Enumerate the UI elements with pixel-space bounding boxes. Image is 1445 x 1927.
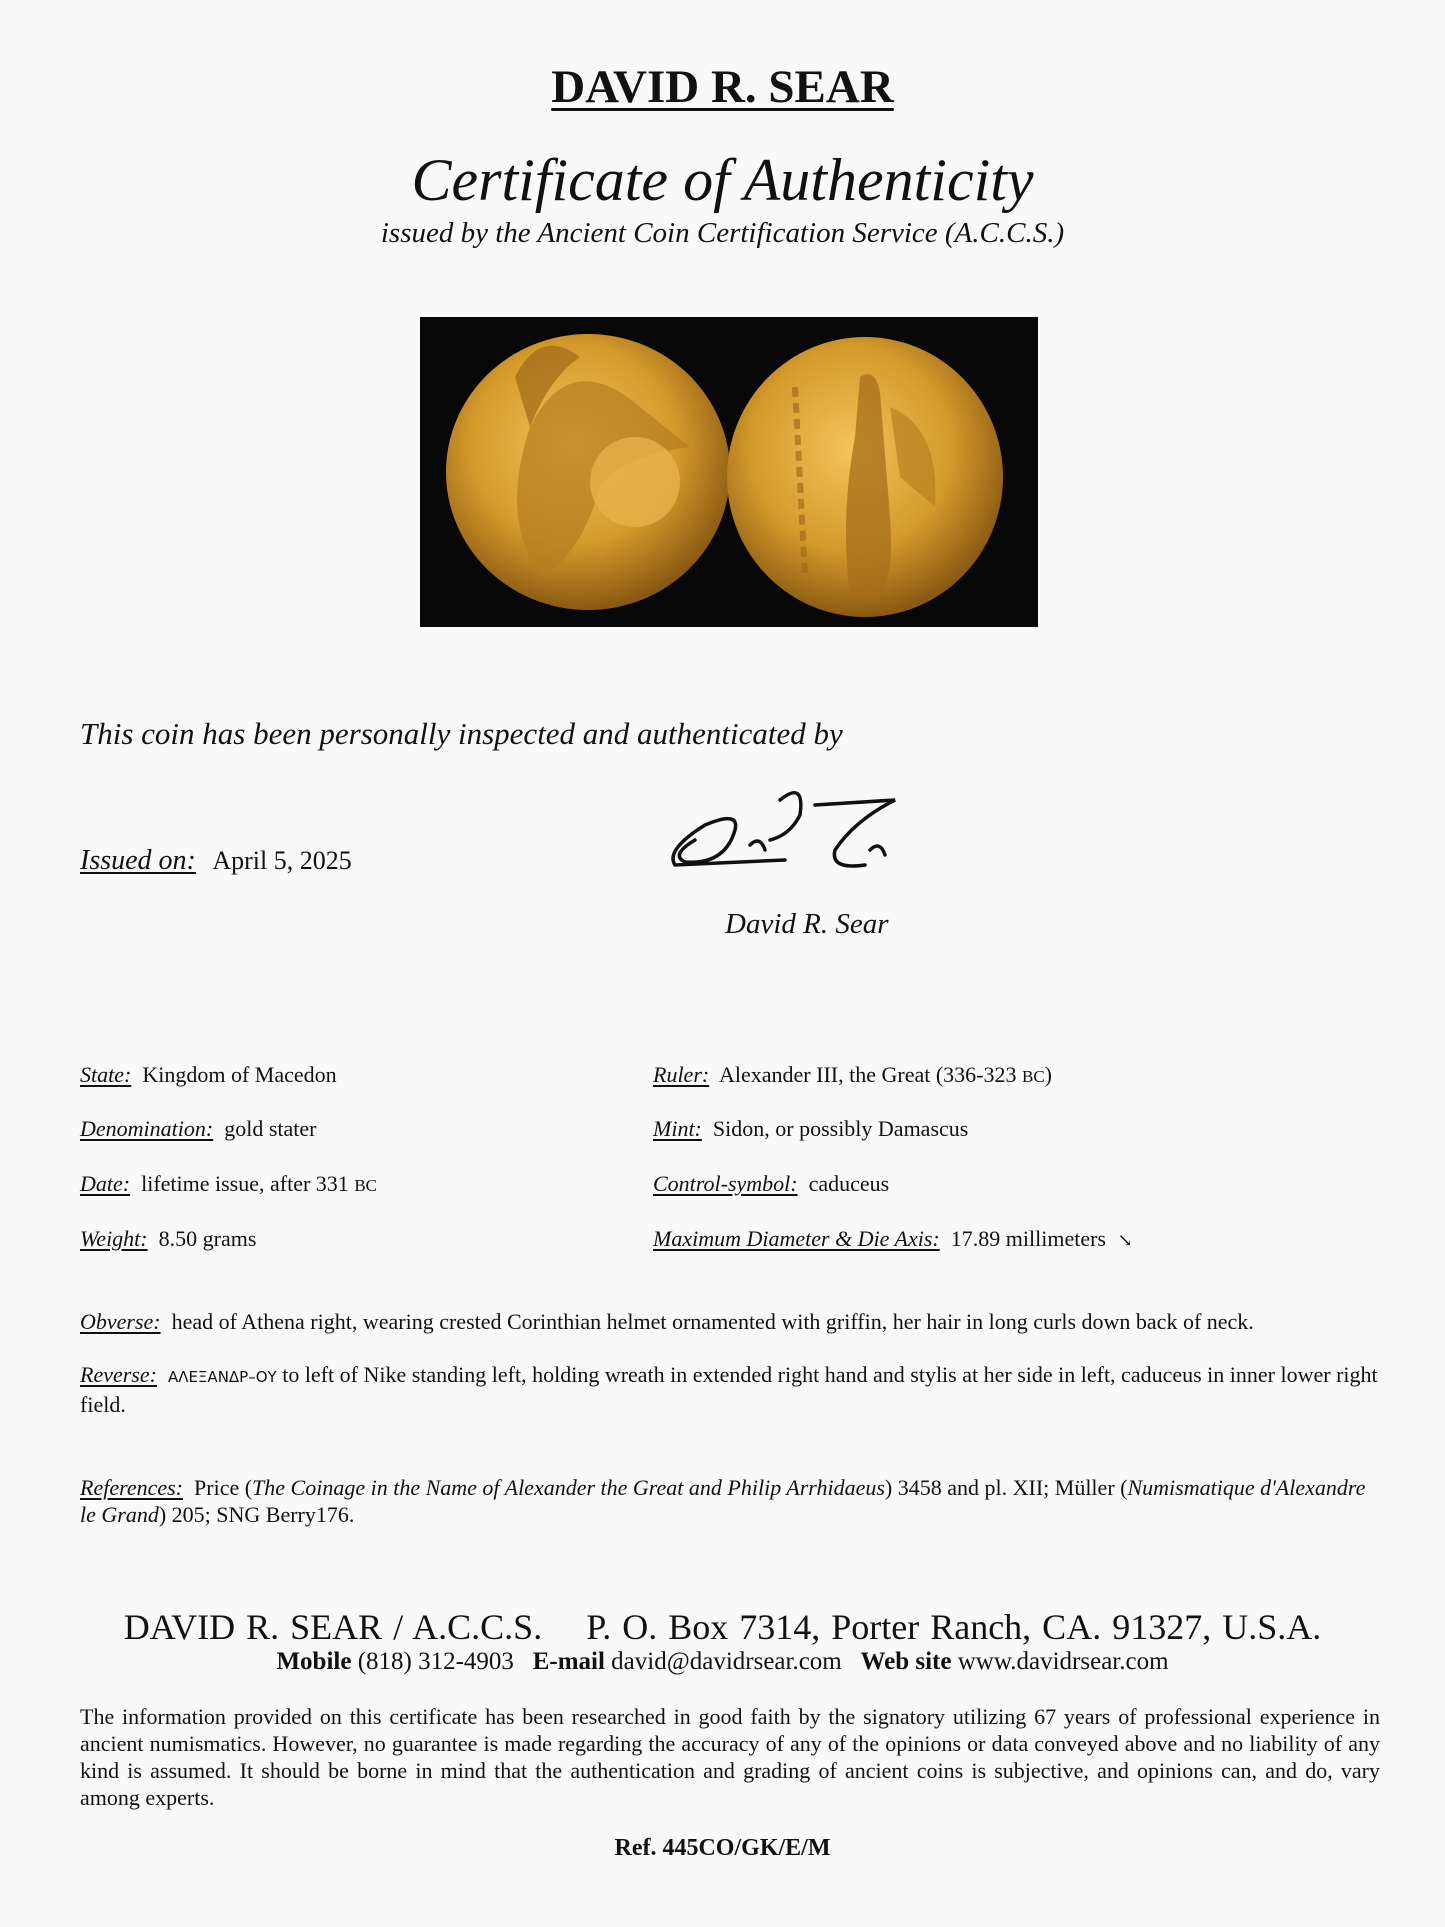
field-value: Alexander III, the Great (336-323 [719,1062,1017,1087]
field-label: Control-symbol: [653,1171,798,1196]
obverse-description [80,1308,1380,1335]
field-label: Date: [80,1171,131,1196]
field-value: Kingdom of Macedon [142,1062,337,1087]
certificate-subtitle: issued by the Ancient Coin Certification Service (A.C.C.S.) [380,217,1065,249]
field-diameter [653,1226,1133,1252]
field-value: gold stater [224,1116,317,1141]
era: BC [1021,1067,1045,1086]
inspection-statement: This coin has been personally inspected and authenticated by [80,716,843,751]
reference-title: Numismatique d'Alexandre le Grand [80,1475,1366,1527]
reverse-legend: ΑΛΕΞΑΝΔΡ–ΟΥ [167,1368,277,1386]
coin-obverse [446,334,730,610]
email-link[interactable]: david@davidrsear.com [611,1648,842,1675]
field-label: State: [80,1062,132,1087]
field-ruler [653,1062,1052,1088]
website-link[interactable]: www.davidrsear.com [957,1648,1169,1675]
reverse-text: to left of Nike standing left, holding wreath in extended right hand and stylis at her side in left, caduceus in inner lower right field. [80,1362,1378,1417]
references-label: References: [80,1475,184,1500]
field-label: Mint: [653,1116,702,1141]
email-label: E-mail [532,1648,605,1675]
field-state [80,1062,337,1088]
coin-reverse [727,337,1003,617]
paren: ) [1044,1062,1052,1087]
field-label: Weight: [80,1226,148,1251]
reverse-label: Reverse: [80,1362,157,1387]
field-value: lifetime issue, after 331 [141,1171,349,1196]
coin-photograph [420,317,1038,627]
field-label: Denomination: [80,1116,214,1141]
field-value: caduceus [808,1171,890,1196]
footer-address: DAVID R. SEAR / A.C.C.S. P. O. Box 7314, Porter Ranch, CA. 91327, U.S.A. [123,1607,1322,1647]
obverse-text: head of Athena right, wearing crested Corinthian helmet ornamented with griffin, her hair in long curls down back of neck. [171,1309,1254,1334]
field-mint [653,1116,968,1142]
field-value: Sidon, or possibly Damascus [712,1116,969,1141]
field-value: 8.50 grams [158,1226,257,1251]
die-axis-arrow-icon: ↘ [1117,1230,1133,1250]
reference-code: Ref. 445CO/GK/E/M [614,1835,831,1861]
reference-text: ) 205; SNG Berry176. [158,1502,355,1527]
field-control-symbol [653,1171,889,1197]
obverse-label: Obverse: [80,1309,161,1334]
certificate-issuer-heading [0,60,1445,114]
era: BC [354,1176,377,1195]
footer-contact [0,1648,1445,1676]
signatory-name: David R. Sear [725,908,889,940]
reverse-description [80,1361,1380,1418]
website-label: Web site [860,1648,952,1675]
mobile-number: (818) 312-4903 [357,1648,514,1675]
issued-date: April 5, 2025 [212,846,352,875]
field-label: Maximum Diameter & Die Axis: [653,1226,940,1251]
certificate-title: Certificate of Authenticity [411,147,1034,213]
reference-text: Price ( [194,1475,253,1500]
field-date [80,1171,377,1197]
reference-text: ) 3458 and pl. XII; Müller ( [884,1475,1128,1500]
mobile-label: Mobile [276,1648,352,1675]
reference-title: The Coinage in the Name of Alexander the Great and Philip Arrhidaeus [252,1475,885,1500]
field-weight [80,1226,256,1252]
disclaimer: The information provided on this certificate has been researched in good faith by the signatory utilizing 67 years of professional experience in ancient numismatics. However, no guarantee is made regarding the accuracy of any of the opinions or data conveyed above and no liability of any kind is assumed. It should be borne in mind that the authentication and grading of ancient coins is subjective, and opinions can, and do, vary among experts. [80,1704,1380,1810]
references [80,1474,1380,1528]
issued-on-label: Issued on: [80,845,196,876]
issued-on [80,845,352,877]
field-value: 17.89 millimeters [950,1226,1106,1251]
field-denomination [80,1116,316,1142]
signature [665,780,925,885]
issuer-name: DAVID R. SEAR [551,61,894,113]
field-label: Ruler: [653,1062,710,1087]
